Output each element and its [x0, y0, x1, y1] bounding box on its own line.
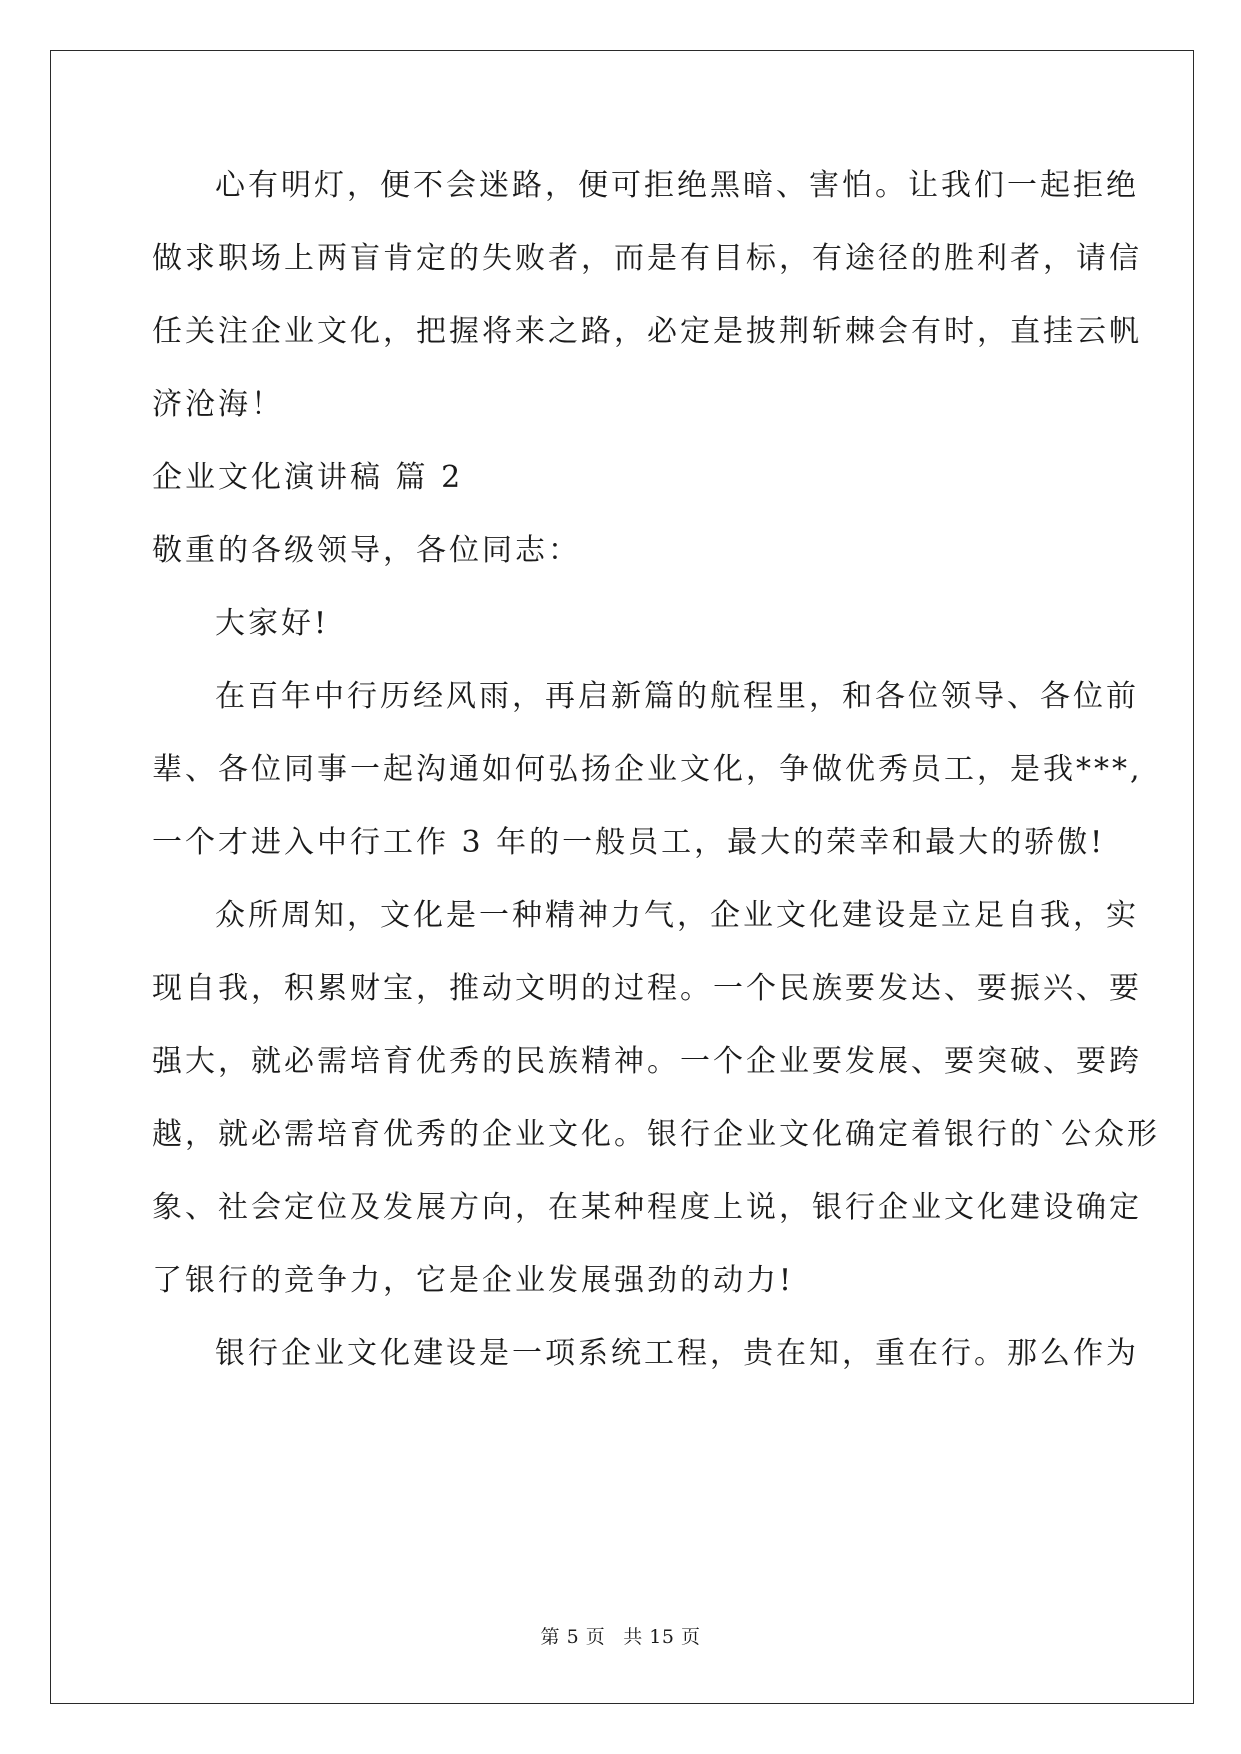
page-footer [0, 1622, 1241, 1649]
salutation: 敬重的各级领导，各位同志： [152, 533, 581, 568]
greeting: 大家好! [215, 606, 330, 641]
text-line-17: 银行企业文化建设是一项系统工程，贵在知，重在行。那么作为 [215, 1336, 1139, 1371]
text-line-12: 现自我，积累财宝，推动文明的过程。一个民族要发达、要振兴、要 [152, 971, 1142, 1006]
text-line-9: 辈、各位同事一起沟通如何弘扬企业文化，争做优秀员工，是我***, [152, 752, 1143, 787]
text-line-13: 强大，就必需培育优秀的民族精神。一个企业要发展、要突破、要跨 [152, 1044, 1142, 1079]
text-line-4: 济沧海！ [152, 387, 284, 422]
text-line-15: 象、社会定位及发展方向，在某种程度上说，银行企业文化建设确定 [152, 1190, 1142, 1225]
text-line-14: 越，就必需培育优秀的企业文化。银行企业文化确定着银行的`公众形 [152, 1117, 1160, 1152]
page-total: 共 15 页 [623, 1626, 701, 1648]
section-heading: 企业文化演讲稿 篇 2 [152, 460, 464, 495]
text-line-1: 心有明灯，便不会迷路，便可拒绝黑暗、害怕。让我们一起拒绝 [215, 168, 1139, 203]
page-border [50, 50, 1194, 1704]
text-line-11: 众所周知，文化是一种精神力气，企业文化建设是立足自我，实 [215, 898, 1139, 933]
text-line-2: 做求职场上两盲肯定的失败者，而是有目标，有途径的胜利者，请信 [152, 241, 1142, 276]
page-number: 第 5 页 [540, 1626, 606, 1648]
text-line-3: 任关注企业文化，把握将来之路，必定是披荆斩棘会有时，直挂云帆 [152, 314, 1142, 349]
text-line-16: 了银行的竞争力，它是企业发展强劲的动力! [152, 1263, 795, 1298]
text-line-10: 一个才进入中行工作 3 年的一般员工，最大的荣幸和最大的骄傲! [152, 825, 1106, 860]
text-line-8: 在百年中行历经风雨，再启新篇的航程里，和各位领导、各位前 [215, 679, 1139, 714]
